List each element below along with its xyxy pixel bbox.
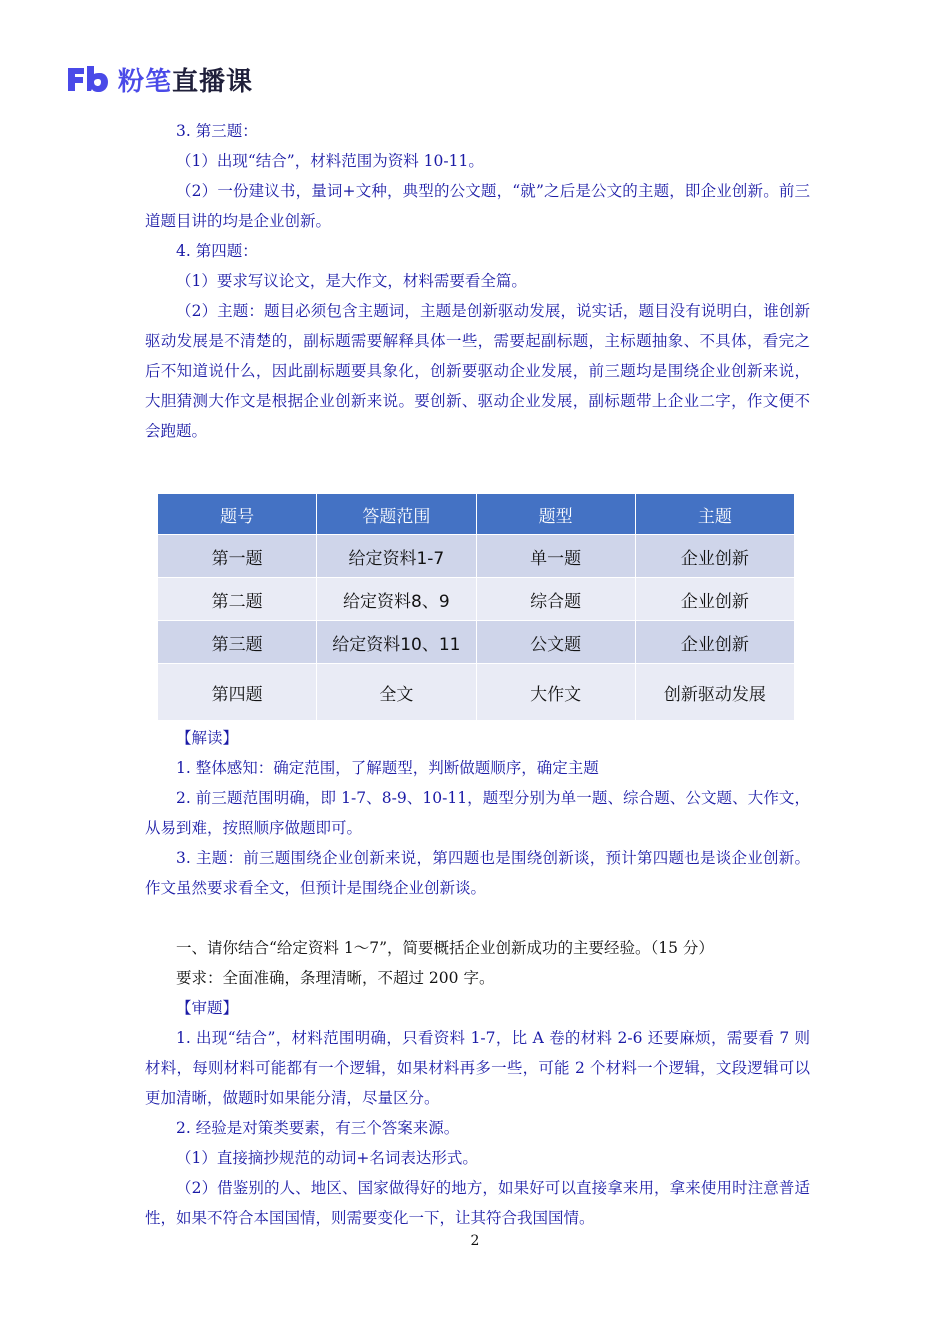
table-header-row bbox=[158, 494, 795, 535]
paragraph: 1. 出现“结合”，材料范围明确，只看资料 1-7，比 A 卷的材料 2-6 还要麻烦，需要看 7 则材料，每则材料可能都有一个逻辑，如果材料再多一些，可能 2 个材料一个逻辑，文段逻辑可以更加清晰，做题时如果能分清，尽量区分。 bbox=[145, 1029, 810, 1107]
table-row bbox=[158, 535, 795, 578]
table-header-cell: 主题 bbox=[635, 494, 794, 535]
paragraph: （1）出现“结合”，材料范围为资料 10-11。 bbox=[176, 152, 484, 170]
section-heading: 【审题】 bbox=[176, 999, 239, 1017]
section-question-one bbox=[145, 933, 810, 1233]
table-cell: 给定资料1-7 bbox=[317, 535, 476, 578]
paragraph: 2. 前三题范围明确，即 1-7、8-9、10-11，题型分别为单一题、综合题、公文题、大作文，从易到难，按照顺序做题即可。 bbox=[145, 789, 810, 837]
section-interpretation bbox=[145, 723, 810, 903]
logo-text: 粉笔直播课 bbox=[118, 66, 254, 97]
table-cell: 创新驱动发展 bbox=[635, 664, 794, 721]
paragraph: 2. 经验是对策类要素，有三个答案来源。 bbox=[176, 1119, 460, 1137]
question-title: 一、请你结合“给定资料 1～7”，简要概括企业创新成功的主要经验。（15 分） bbox=[176, 939, 714, 957]
table-cell: 企业创新 bbox=[635, 621, 794, 664]
table-cell: 综合题 bbox=[476, 578, 635, 621]
table-row bbox=[158, 664, 795, 721]
fb-logo-icon bbox=[66, 64, 110, 94]
paragraph: （1）直接摘抄规范的动词+名词表达形式。 bbox=[176, 1149, 478, 1167]
paragraph: （2）一份建议书，量词+文种，典型的公文题，“就”之后是公文的主题，即企业创新。前三道题目讲的均是企业创新。 bbox=[145, 182, 810, 230]
table-header-cell: 答题范围 bbox=[317, 494, 476, 535]
table-cell: 大作文 bbox=[476, 664, 635, 721]
table-cell: 第三题 bbox=[158, 621, 317, 664]
paragraph: 3. 主题：前三题围绕企业创新来说，第四题也是围绕创新谈，预计第四题也是谈企业创新。作文虽然要求看全文，但预计是围绕企业创新谈。 bbox=[145, 849, 810, 897]
question-requirement: 要求：全面准确，条理清晰，不超过 200 字。 bbox=[176, 969, 495, 987]
paragraph: 4. 第四题： bbox=[176, 242, 258, 260]
table-row bbox=[158, 621, 795, 664]
brand-logo bbox=[66, 62, 253, 96]
table-cell: 第一题 bbox=[158, 535, 317, 578]
page-number: 2 bbox=[470, 1233, 480, 1249]
paragraph: 1. 整体感知：确定范围，了解题型，判断做题顺序，确定主题 bbox=[176, 759, 599, 777]
table-header-cell: 题型 bbox=[476, 494, 635, 535]
table-cell: 给定资料8、9 bbox=[317, 578, 476, 621]
summary-table bbox=[157, 493, 795, 721]
table-cell: 单一题 bbox=[476, 535, 635, 578]
paragraph: （1）要求写议论文，是大作文，材料需要看全篇。 bbox=[176, 272, 527, 290]
table-cell: 第二题 bbox=[158, 578, 317, 621]
table-cell: 给定资料10、11 bbox=[317, 621, 476, 664]
section-question-analysis bbox=[145, 116, 810, 446]
table-cell: 第四题 bbox=[158, 664, 317, 721]
table-cell: 公文题 bbox=[476, 621, 635, 664]
paragraph: 3. 第三题： bbox=[176, 122, 258, 140]
paragraph: （2）主题：题目必须包含主题词，主题是创新驱动发展，说实话，题目没有说明白，谁创新驱动发展是不清楚的，副标题需要解释具体一些，需要起副标题，主标题抽象、不具体，看完之后不知道说什么，因此副标题要具象化，创新要驱动企业发展，前三题均是围绕企业创新来说，大胆猜测大作文是根据企业创新来说。要创新、驱动企业发展，副标题带上企业二字，作文便不会跑题。 bbox=[145, 302, 810, 440]
table-cell: 企业创新 bbox=[635, 578, 794, 621]
table-cell: 企业创新 bbox=[635, 535, 794, 578]
section-heading: 【解读】 bbox=[176, 729, 239, 747]
table-header-cell: 题号 bbox=[158, 494, 317, 535]
table-row bbox=[158, 578, 795, 621]
table-cell: 全文 bbox=[317, 664, 476, 721]
paragraph: （2）借鉴别的人、地区、国家做得好的地方，如果好可以直接拿来用，拿来使用时注意普适性，如果不符合本国国情，则需要变化一下，让其符合我国国情。 bbox=[145, 1179, 810, 1227]
